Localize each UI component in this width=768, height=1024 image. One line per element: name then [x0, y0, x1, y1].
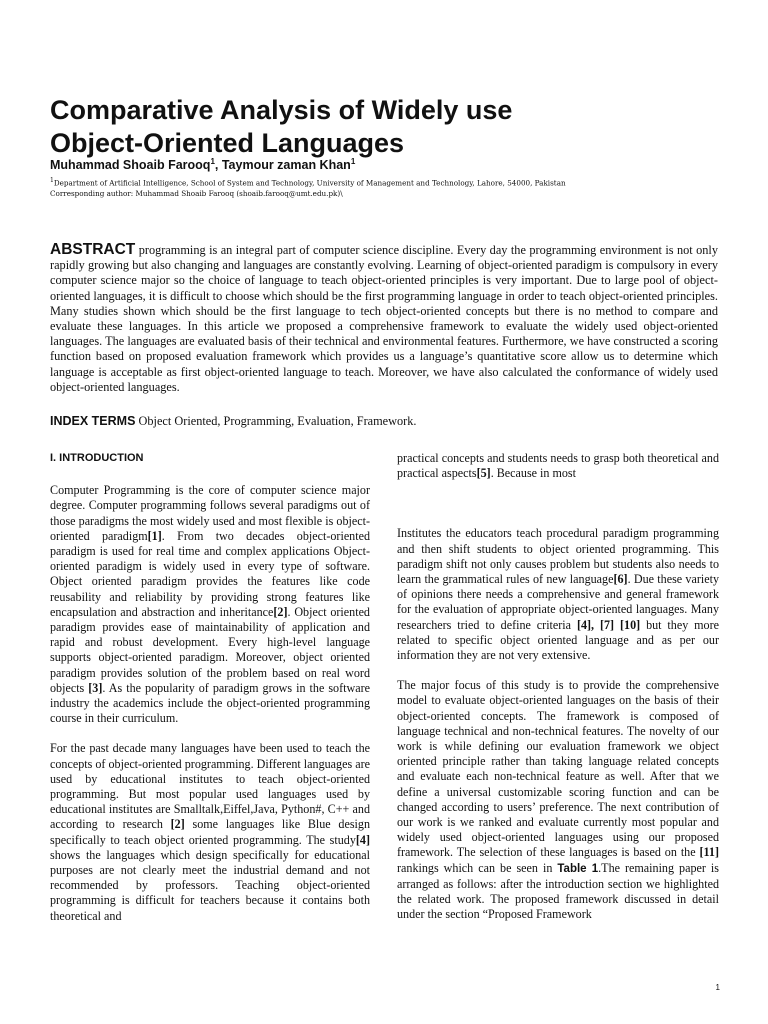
paragraph-text: For the past decade many languages have been used to teach the concepts of object-oriented programming. Different languages are used by educational institutes to teach object-oriented programming. But most popular used languages used by educational institutes are Smalltalk,Eiffel,Java, Python#, C++ and according to research	[50, 741, 370, 832]
left-column	[50, 451, 370, 924]
author-list	[50, 157, 355, 172]
paragraph-text: practical concepts and students needs to grasp both theoretical and practical aspects	[397, 451, 719, 481]
abstract-text: programming is an integral part of computer science discipline. Every day the programming environment is not only rapidly growing but also changing and languages are constantly evolving. Learning of object-oriented paradigm is compulsory in every computer science major so the choice of language to teach object-oriented principles is very important. Due to large pool of object-oriented languages, it is difficult to choose which should be the first programming language in order to teach object-oriented principles. Many studies shown which should be the first language to tech object-oriented concepts but there is no method to compare and evaluate these languages. In this article we proposed a comprehensive framework to evaluate the widely used object-oriented languages. The languages are evaluated basis of their technical and environmental features. Furthermore, we have constructed a scoring function based on proposed evaluation framework which provides us a language’s quantitative score allow us to determine which language is acceptable as first object-oriented language to teach. Moreover, we have also calculated the conformance of widely used object-oriented languages.	[50, 243, 718, 394]
citation-link[interactable]: [2]	[170, 817, 185, 832]
right-column	[397, 451, 719, 922]
intro-paragraph-1	[50, 483, 370, 726]
citation-link[interactable]: [3]	[88, 680, 103, 695]
affiliation-line	[50, 175, 730, 188]
citation-link[interactable]: [4], [7] [10]	[576, 617, 641, 632]
author-separator: ,	[214, 158, 222, 173]
paragraph-text: . From two decades object-oriented paradigm is used for real time and complex applications Object-oriented paradigm is widely used in every type of software. Object oriented paradigm provides the features like code reusability and reliability by providing strong features like encapsulation and abstraction and inheritance	[50, 528, 371, 619]
citation-link[interactable]: [1]	[147, 528, 162, 543]
intro-paragraph-2	[50, 741, 370, 923]
right-paragraph-2	[397, 526, 719, 663]
citation-link[interactable]: [2]	[273, 604, 288, 619]
index-terms	[50, 414, 718, 429]
corresponding-author: Corresponding author: Muhammad Shoaib Farooq (shoaib.farooq@umt.edu.pk)\	[50, 189, 343, 199]
paragraph-text: Institutes the educators teach procedural paradigm programming and then shift students to object oriented programming. This paradigm shift not only causes problem but students also needs to learn the grammatical rules of new language	[397, 526, 719, 587]
author-name: Muhammad Shoaib Farooq	[50, 158, 211, 173]
citation-link[interactable]: [6]	[613, 572, 628, 587]
paragraph-text: . Due these variety of opinions there needs a comprehensive and general framework for the evaluation of appropriate object-oriented languages. Many researchers tried to define criteria	[397, 572, 720, 632]
citation-link[interactable]: [5]	[476, 466, 491, 481]
section-heading-introduction: I. INTRODUCTION	[50, 452, 144, 464]
paragraph-text: . As the popularity of paradigm grows in the software industry the academics include the object-oriented programming course in their curriculum.	[50, 680, 370, 726]
right-paragraph-1	[397, 451, 719, 481]
index-terms-heading: INDEX TERMS	[50, 414, 136, 428]
paragraph-text: but they more related to specific object oriented language and as per our information they are not very extensive.	[397, 617, 720, 663]
author-affiliation-mark: 1	[350, 157, 356, 166]
title-line-1: Comparative Analysis of Widely use	[50, 95, 513, 125]
author-affiliation-mark: 1	[210, 157, 215, 166]
paragraph-text: rankings which can be seen in	[397, 860, 558, 875]
abstract-heading: ABSTRACT	[50, 241, 136, 258]
paragraph-text: The major focus of this study is to provide the comprehensive model to evaluate object-oriented languages on the basis of their object-oriented concepts. The framework is composed of language technical and non-technical features. The novelty of our work is while defining our evaluation framework we object oriented principle rather than taking language related concepts and evaluate each non-technical feature as well. After that we define a universal customizable scoring function and can be changed according to users’ preference. The next contribution of our work is we ranked and evaluate currently most popular and widely used object-oriented languages using our proposed framework. The selection of these languages is based on the	[397, 678, 719, 860]
paragraph-text: Computer Programming is the core of computer science major degree. Computer programming follows several paradigms out of those paradigms the most widely used and most flexible is object-oriented paradigm	[50, 483, 370, 543]
abstract	[50, 242, 718, 395]
affiliation-mark: 1	[50, 177, 54, 184]
title-line-2: Object-Oriented Languages	[50, 128, 405, 158]
citation-link[interactable]: [4]	[355, 832, 370, 847]
paragraph-text: .The remaining paper is arranged as follows: after the introduction section we highlighted the related work. The proposed framework discussed in detail under the section “Proposed Framework	[397, 860, 719, 922]
table-reference-link[interactable]: Table 1	[557, 862, 599, 875]
affiliation-text: Department of Artificial Intelligence, School of System and Technology, University of Management and Technology, Lahore, 54000, Pakistan	[53, 178, 566, 188]
page-number: 1	[715, 983, 720, 992]
paragraph-text: shows the languages which design specifically for educational purposes are not clearly meet the industrial demand and not recommended by professors. Teaching object-oriented programming is difficult for teachers because it contains both theoretical and	[50, 847, 370, 923]
paragraph-text: . Because in most	[490, 466, 576, 481]
citation-link[interactable]: [11]	[699, 845, 719, 860]
paper-title	[50, 94, 650, 160]
author-name: Taymour zaman Khan	[221, 158, 351, 173]
paragraph-text: some languages like Blue design specifically to teach object oriented programming. The study	[50, 817, 371, 847]
right-paragraph-3	[397, 678, 719, 922]
paragraph-text: . Object oriented paradigm provides ease of maintainability of application and rapid and robust development. Every high-level language supports object-oriented paradigm. Moreover, object oriented paradigm provides solution of the problem based on real word objects	[50, 604, 370, 695]
index-terms-text: Object Oriented, Programming, Evaluation, Framework.	[135, 414, 417, 428]
affiliation-block	[50, 175, 730, 199]
